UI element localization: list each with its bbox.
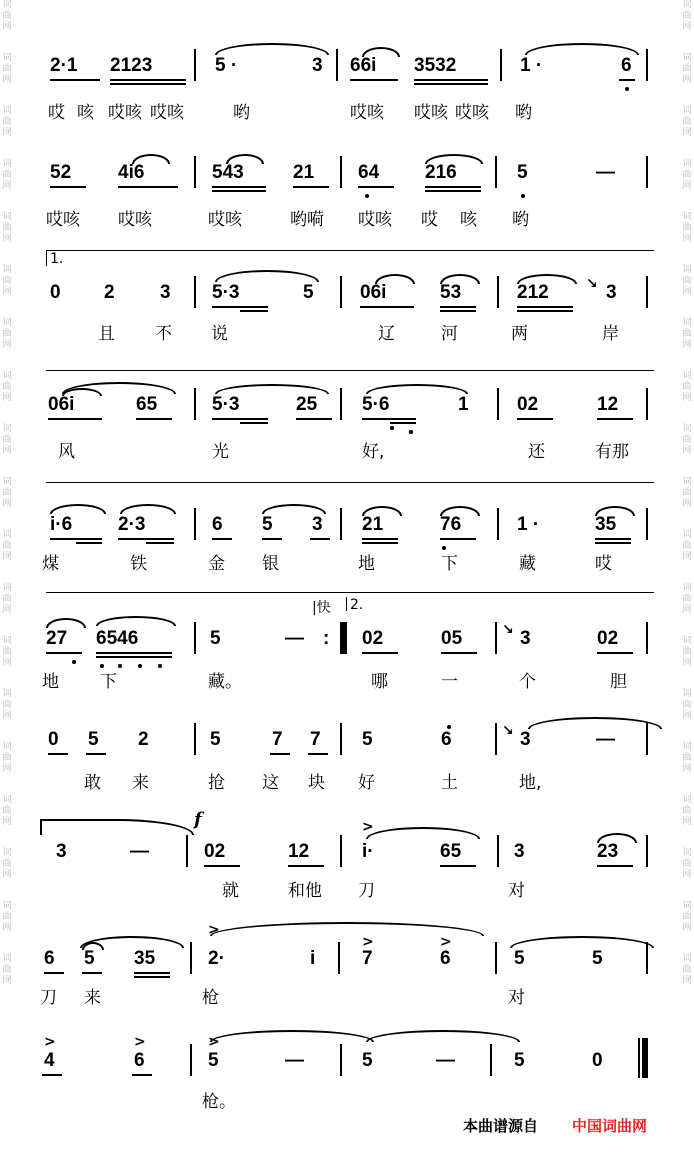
lyric: 藏。	[208, 672, 242, 692]
note-group: 53	[440, 282, 462, 303]
note-group: 6	[441, 729, 452, 750]
note-group: 2·1	[50, 55, 78, 76]
accent-mark-icon: >	[208, 1034, 220, 1050]
lyric: 哎咳	[118, 210, 152, 230]
lyric: 有那	[595, 442, 629, 462]
note-group: 5·6	[362, 394, 390, 415]
note-group: 0	[48, 729, 59, 750]
lyric: 哎咳	[358, 210, 392, 230]
note-group: 7	[310, 729, 321, 750]
note-group: 5·3	[212, 282, 240, 303]
note-group: —	[596, 729, 615, 750]
lyric: 不	[155, 324, 172, 344]
accent-mark-icon: >	[44, 1034, 56, 1050]
lyric: 来	[84, 988, 101, 1008]
lyric: 咳	[77, 103, 94, 123]
note-group: 02	[517, 394, 539, 415]
note-group: 5	[362, 729, 373, 750]
note-group: 6	[212, 514, 223, 535]
note-group: 4i6	[118, 162, 145, 183]
dynamic-forte: f	[194, 809, 202, 830]
accent-mark-icon: >	[362, 934, 374, 950]
note-group: 5	[262, 514, 273, 535]
note-group: 27	[46, 628, 68, 649]
lyric: 好	[358, 773, 375, 793]
note-group: 76	[440, 514, 462, 535]
lyric: 一	[441, 672, 458, 692]
note-group: 3	[160, 282, 171, 303]
lyric: 哎咳	[208, 210, 242, 230]
volta-2-label: 2.	[350, 597, 364, 613]
lyric: 岸	[602, 324, 619, 344]
lyric: 两	[511, 324, 528, 344]
note-group: 25	[296, 394, 318, 415]
note-group: 6546	[96, 628, 139, 649]
note-group: 06i	[360, 282, 387, 303]
lyric: 地,	[519, 773, 542, 793]
note-group: 5	[303, 282, 314, 303]
note-group: 3	[606, 282, 617, 303]
note-group: 6	[621, 55, 632, 76]
lyric: 地	[358, 554, 375, 574]
note-group: 0	[592, 1050, 603, 1071]
note-group: 23	[597, 841, 619, 862]
note-group: 65	[136, 394, 158, 415]
note-group: i	[310, 948, 316, 969]
note-group: 02	[597, 628, 619, 649]
note-group: 02	[204, 841, 226, 862]
lyric: 银	[262, 554, 279, 574]
lyric: 且	[98, 324, 115, 344]
note-group: 0	[50, 282, 61, 303]
lyric: 抢	[208, 773, 225, 793]
note-group: i·6	[50, 514, 73, 535]
note-group: 3	[312, 55, 323, 76]
note-group: 6	[44, 948, 55, 969]
note-group: 5	[88, 729, 99, 750]
accent-mark-icon: >	[208, 922, 220, 938]
note-group: 52	[50, 162, 72, 183]
lyric: 哎	[48, 103, 65, 123]
note-group: 2	[138, 729, 149, 750]
lyric: 哎咳	[350, 103, 384, 123]
note-group: 1 ·	[517, 514, 540, 535]
lyric: 哎咳	[150, 103, 184, 123]
accent-mark-icon: >	[134, 1034, 146, 1050]
note-group: 2123	[110, 55, 153, 76]
repeat-sign: :	[323, 628, 330, 649]
note-group: —	[436, 1050, 455, 1071]
glide-arrow-icon: ↘	[502, 622, 514, 638]
lyric: 哎咳	[46, 210, 80, 230]
lyric: 下	[441, 554, 458, 574]
note-group: 35	[595, 514, 617, 535]
note-group: 7	[272, 729, 283, 750]
note-group: 02	[362, 628, 384, 649]
note-group: 06i	[48, 394, 75, 415]
note-group: 5	[514, 948, 525, 969]
lyric: 哎	[421, 210, 438, 230]
lyric: 金	[208, 554, 225, 574]
volta-1-label: 1.	[50, 251, 64, 267]
note-group: 5	[362, 1050, 373, 1071]
accent-mark-icon: >	[440, 934, 452, 950]
lyric: 就	[222, 881, 239, 901]
note-group: —	[285, 628, 304, 649]
note-group: 2·	[208, 948, 225, 969]
glide-arrow-icon: ↘	[502, 723, 514, 739]
lyric: 来	[132, 773, 149, 793]
lyric: 藏	[519, 554, 536, 574]
note-group: 5 ·	[215, 55, 238, 76]
note-group: 3532	[414, 55, 457, 76]
accent-mark-icon: >	[362, 819, 374, 835]
note-group: 5	[517, 162, 528, 183]
lyric: 块	[308, 773, 325, 793]
note-group: 7	[362, 948, 373, 969]
note-group: 5	[208, 1050, 219, 1071]
note-group: 3	[520, 628, 531, 649]
lyric: 哎咳	[108, 103, 142, 123]
note-group: 3	[56, 841, 67, 862]
tempo-fast-label: |快	[312, 600, 331, 616]
note-group: 6	[134, 1050, 145, 1071]
lyric: 哎咳	[455, 103, 489, 123]
lyric: 哎咳	[414, 103, 448, 123]
note-group: 5	[210, 729, 221, 750]
lyric: 哟嗬	[290, 210, 324, 230]
lyric: 对	[508, 881, 525, 901]
lyric: 说	[211, 324, 228, 344]
note-group: 5	[514, 1050, 525, 1071]
lyric: 哟	[512, 210, 529, 230]
lyric: 胆	[610, 672, 627, 692]
note-group: —	[130, 841, 149, 862]
site-name-link[interactable]: 中国词曲网	[572, 1117, 648, 1135]
note-group: 35	[134, 948, 156, 969]
source-label: 本曲谱源自	[463, 1117, 539, 1135]
lyric: 辽	[378, 324, 395, 344]
lyric: 风	[58, 442, 75, 462]
note-group: 5·3	[212, 394, 240, 415]
lyric: 河	[441, 324, 458, 344]
lyric: 还	[528, 442, 545, 462]
lyric: 刀	[40, 988, 57, 1008]
lyric: 光	[212, 442, 229, 462]
lyric: 哪	[371, 672, 388, 692]
lyric: 和他	[288, 881, 322, 901]
lyric: 这	[262, 773, 279, 793]
lyric: 好,	[362, 442, 385, 462]
note-group: 3	[312, 514, 323, 535]
lyric: 刀	[358, 881, 375, 901]
note-group: 5	[210, 628, 221, 649]
note-group: 65	[440, 841, 462, 862]
lyric: 下	[100, 672, 117, 692]
note-group: 212	[517, 282, 549, 303]
glide-arrow-icon: ↘	[586, 276, 598, 292]
lyric: 枪	[202, 988, 219, 1008]
note-group: 66i	[350, 55, 377, 76]
note-group: 21	[293, 162, 315, 183]
lyric: 煤	[42, 554, 59, 574]
note-group: 5	[592, 948, 603, 969]
note-group: i·	[362, 841, 374, 862]
note-group: 1	[458, 394, 469, 415]
lyric: 个	[519, 672, 536, 692]
note-group: 64	[358, 162, 380, 183]
note-group: 6	[440, 948, 451, 969]
note-group: 2	[104, 282, 115, 303]
lyric: 咳	[460, 210, 477, 230]
note-group: 12	[597, 394, 619, 415]
lyric: 哎	[595, 554, 612, 574]
note-group: —	[596, 162, 615, 183]
note-group: 543	[212, 162, 244, 183]
lyric: 哟	[515, 103, 532, 123]
note-group: 12	[288, 841, 310, 862]
note-group: 3	[514, 841, 525, 862]
lyric: 敢	[84, 773, 101, 793]
lyric: 土	[441, 773, 458, 793]
note-group: 5	[84, 948, 95, 969]
lyric: 枪。	[202, 1092, 236, 1112]
note-group: 3	[520, 729, 531, 750]
note-group: 1 ·	[520, 55, 543, 76]
note-group: 21	[362, 514, 384, 535]
note-group: 2·3	[118, 514, 146, 535]
lyric: 地	[42, 672, 59, 692]
lyric: 铁	[130, 554, 147, 574]
lyric: 哟	[233, 103, 250, 123]
note-group: 216	[425, 162, 457, 183]
note-group: 4	[44, 1050, 55, 1071]
note-group: —	[285, 1050, 304, 1071]
note-group: 05	[441, 628, 463, 649]
lyric: 对	[508, 988, 525, 1008]
